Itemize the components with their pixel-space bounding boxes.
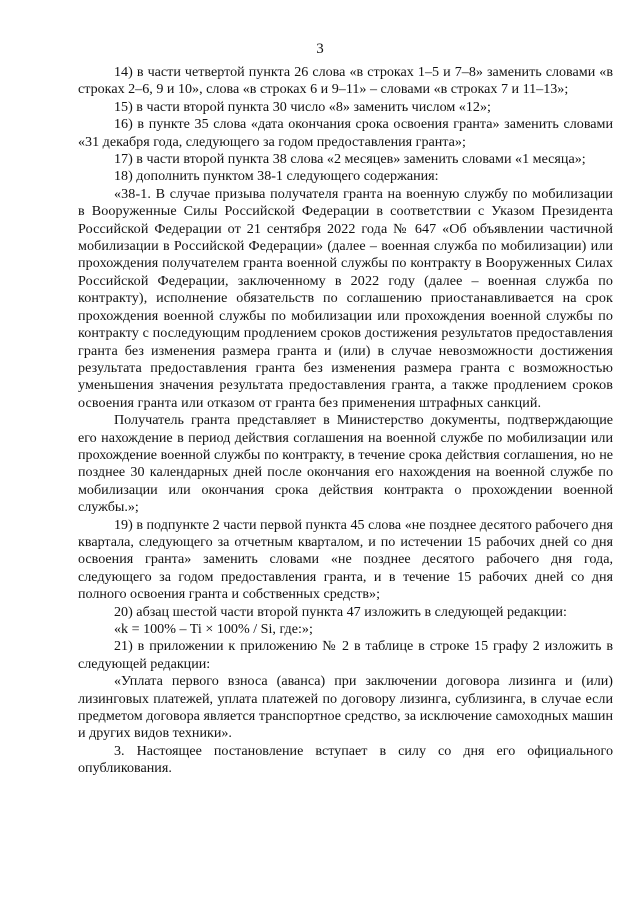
paragraph-grant-recipient: Получатель гранта представляет в Министерство документы, подтверждающие его нахождение в период действия соглашения на военной службе по мобилизации или прохождение военной службы по контракту, в течение срока действия соглашения, но не позднее 30 календарных дней после окончания его нахождения на военной службе по мобилизации или окончания срока действия контракта о прохождении военной службы.»;: [78, 412, 613, 516]
paragraph-19: 19) в подпункте 2 части первой пункта 45 слова «не позднее десятого рабочего дня квартала, следующего за отчетным кварталом, и по истечении 15 рабочих дней со дня освоения гранта» заменить словами «не позднее десятого рабочего дня года, следующего за годом предоставления гранта, и в течение 15 рабочих дней со дня полного освоения гранта и собственных средств»;: [78, 516, 613, 603]
paragraph-leasing: «Уплата первого взноса (аванса) при заключении договора лизинга и (или) лизинговых платежей, уплата платежей по договору лизинга, сублизинга, в случае если предметом договора является транспортное средство, за исключение самоходных машин и других видов техники».: [78, 673, 613, 742]
paragraph-14: 14) в части четвертой пункта 26 слова «в строках 1–5 и 7–8» заменить словами «в строках 2–6, 9 и 10», слова «в строках 6 и 9–11» – словами «в строках 7 и 11–13»;: [78, 64, 613, 98]
formula-paragraph: «k = 100% – Ti × 100% / Si, где:»;: [114, 621, 313, 637]
paragraph-18: 18) дополнить пунктом 38-1 следующего содержания:: [114, 168, 439, 185]
paragraph-3-effective: 3. Настоящее постановление вступает в силу со дня его официального опубликования.: [78, 742, 613, 777]
paragraph-17: 17) в части второй пункта 38 слова «2 месяцев» заменить словами «1 месяца»;: [114, 151, 586, 168]
paragraph-38-1: «38-1. В случае призыва получателя гранта на военную службу по мобилизации в Вооруженные Силы Российской Федерации в соответствии с Указом Президента Российской Федерации от 21 сентября 2022 года № 647 «Об объявлении частичной мобилизации в Российской Федерации» (далее – военная служба по мобилизации) или прохождения получателем гранта военной службы по контракту в Вооруженных Силах Российской Федерации, заключенному в 2022 году (далее – военная служба по контракту), исполнение обязательств по соглашению приостанавливается на срок прохождения военной службы по мобилизации или прохождения военной службы по контракту с последующим продлением сроков достижения результатов предоставления гранта без изменения размера гранта и (или) в случае невозможности достижения результата предоставления гранта без изменения размера гранта с возможностью уменьшения значения результата предоставления гранта, а также продлением сроков освоения гранта или отказом от гранта без применения штрафных санкций.: [78, 185, 613, 411]
paragraph-21: 21) в приложении к приложению № 2 в таблице в строке 15 графу 2 изложить в следующей редакции:: [78, 638, 613, 672]
paragraph-15: 15) в части второй пункта 30 число «8» заменить числом «12»;: [114, 98, 491, 115]
document-body: [78, 64, 613, 778]
paragraph-16: 16) в пункте 35 слова «дата окончания срока освоения гранта» заменить словами «31 декабря года, следующего за годом предоставления гранта»;: [78, 116, 613, 150]
page-number: 3: [316, 41, 324, 57]
paragraph-20: 20) абзац шестой части второй пункта 47 изложить в следующей редакции:: [114, 603, 567, 620]
